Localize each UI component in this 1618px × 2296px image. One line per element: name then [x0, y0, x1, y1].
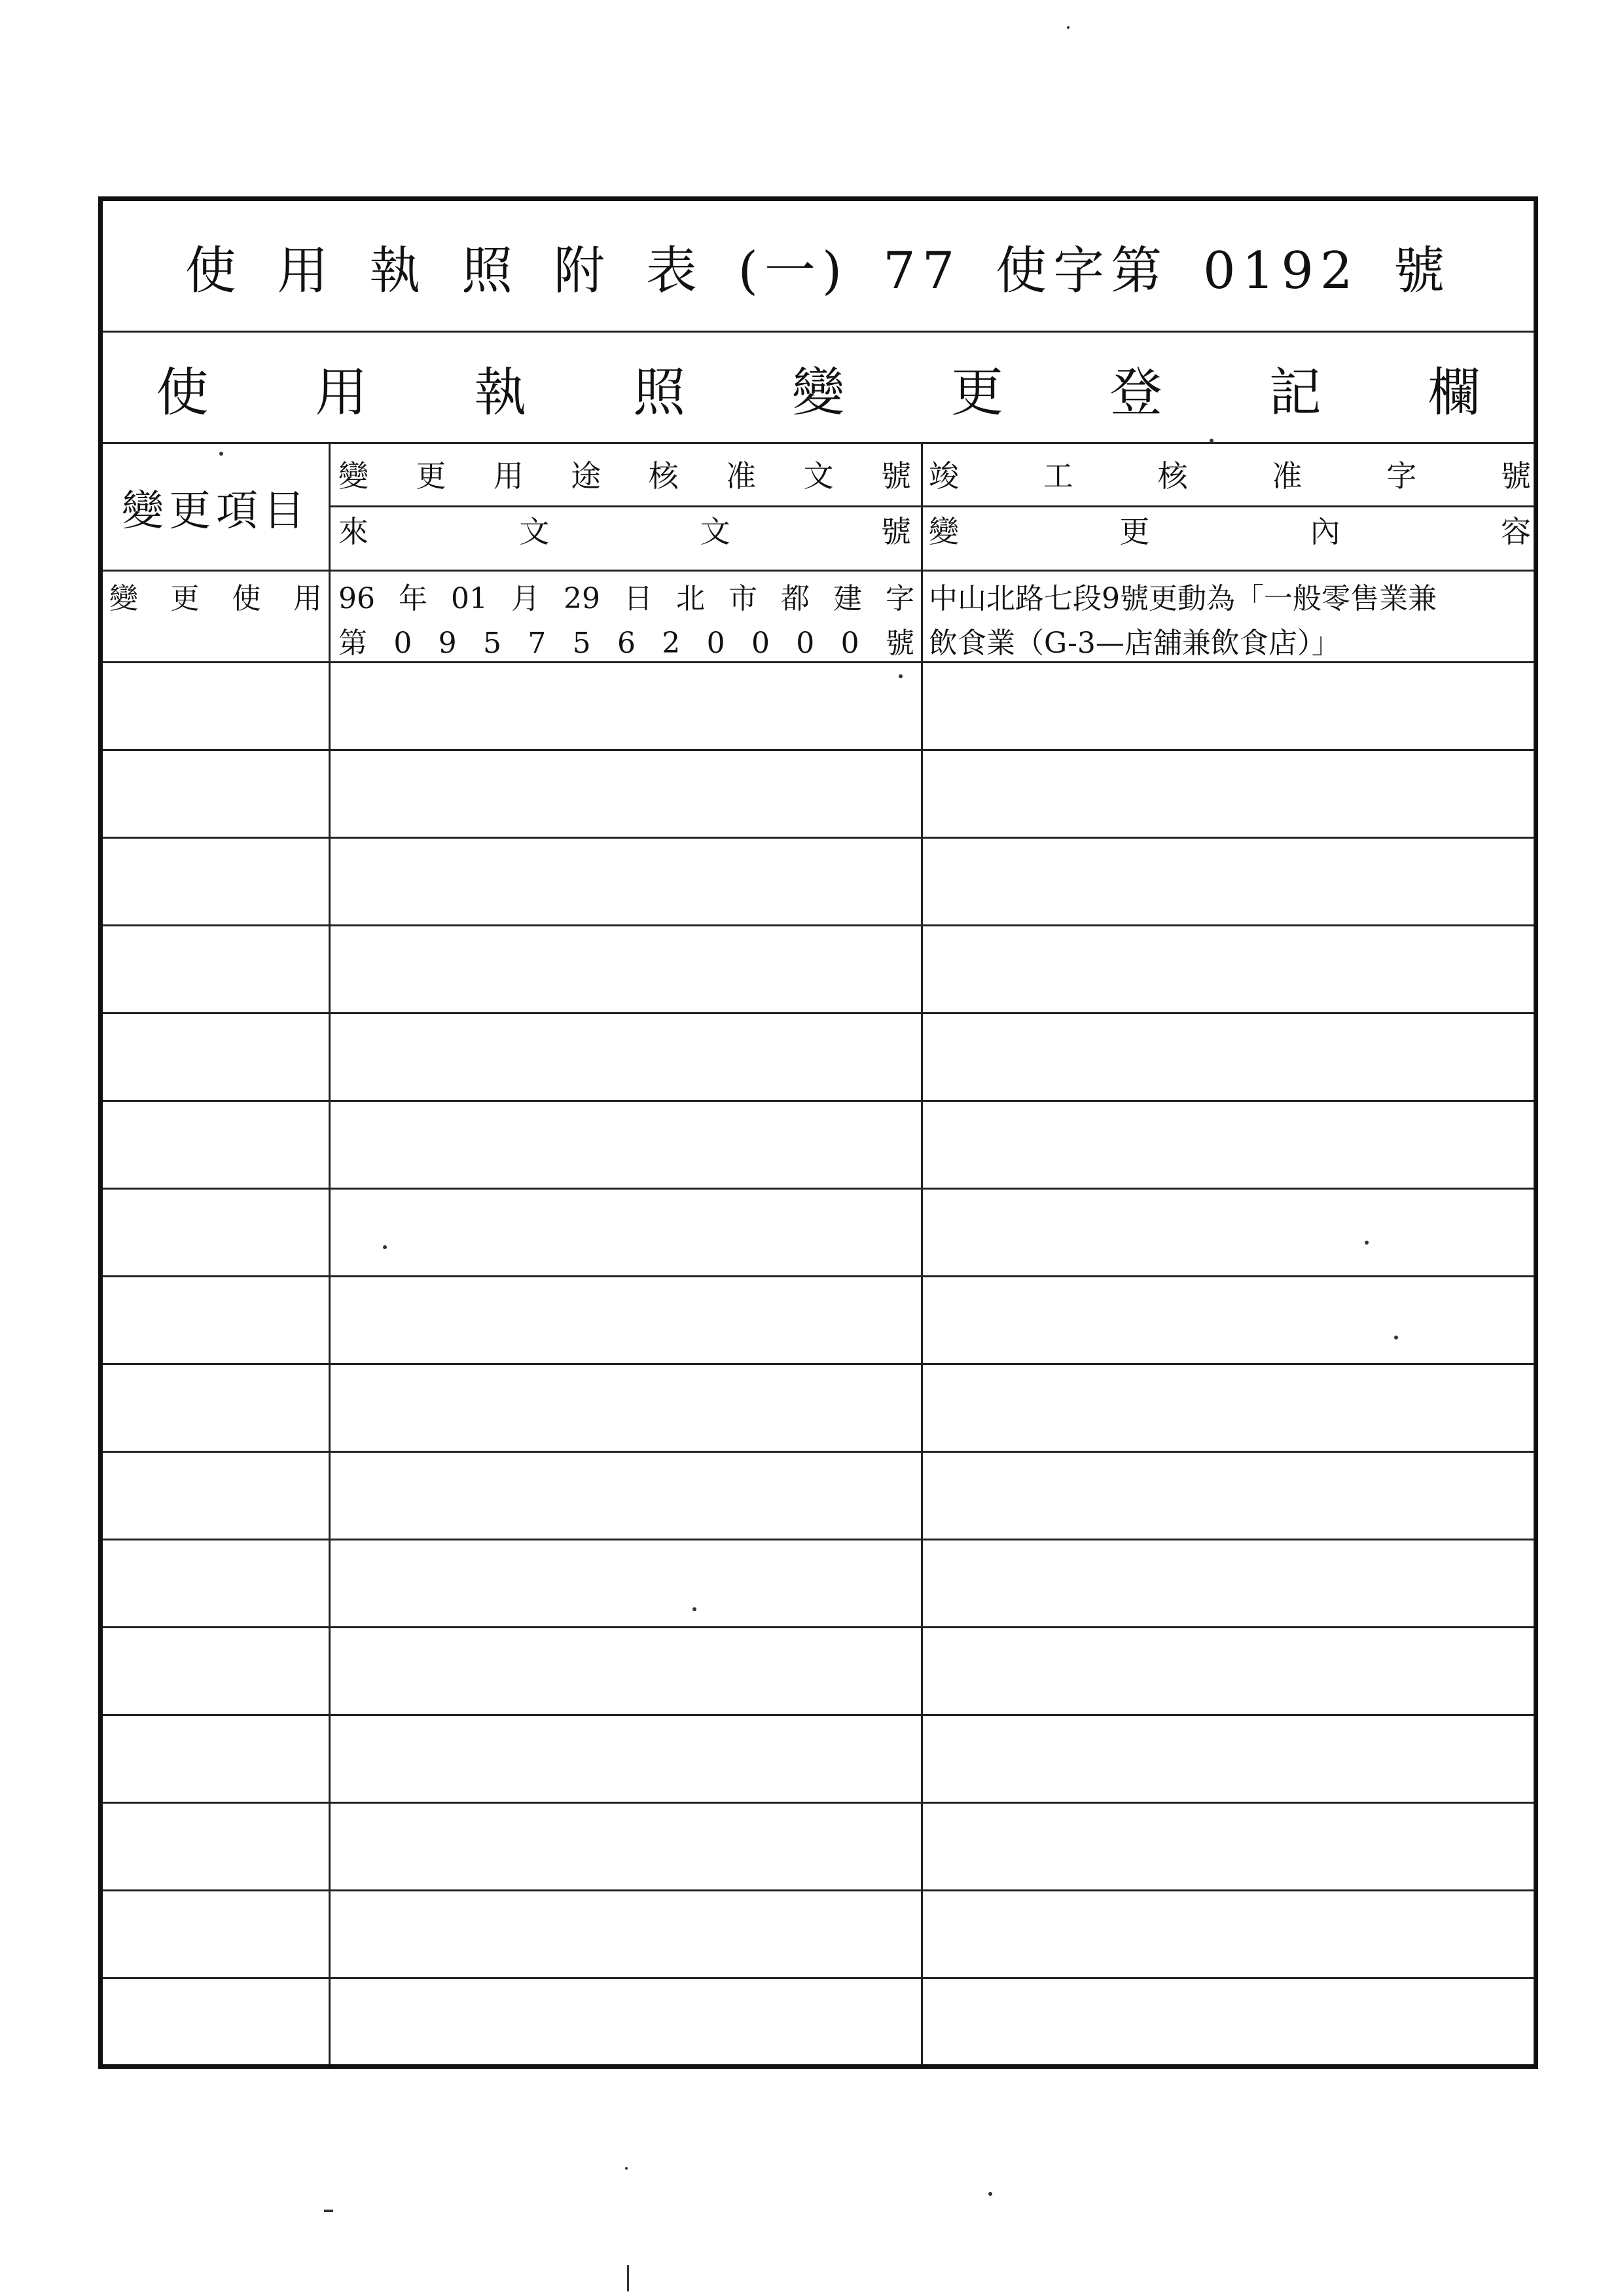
scan-speck — [988, 2192, 992, 2196]
header-char: 途 — [571, 458, 602, 494]
scan-speck — [899, 674, 903, 678]
entry-doc-char: 0 — [796, 627, 815, 660]
register-row-line — [103, 1100, 1534, 1102]
header-char: 文 — [519, 514, 550, 549]
entry-doc-char: 建 — [833, 582, 862, 615]
register-row-line — [103, 1012, 1534, 1014]
entry-doc-char: 6 — [617, 627, 636, 660]
header-char: 核 — [648, 458, 679, 494]
register-row-line — [103, 1188, 1534, 1190]
entry-doc-char: 5 — [482, 627, 501, 660]
divider — [331, 505, 1534, 507]
section-heading-char: 登 — [1109, 361, 1162, 423]
divider — [103, 570, 1534, 572]
register-row-line — [103, 1539, 1534, 1540]
register-row-line — [103, 661, 1534, 663]
entry-doc-char: 29 — [564, 582, 600, 615]
scan-speck — [627, 2265, 629, 2291]
register-row-line — [103, 924, 1534, 926]
entry-doc-char: 日 — [624, 582, 653, 615]
header-char: 核 — [1157, 458, 1188, 494]
header-char: 變 — [338, 458, 369, 494]
entry-doc-char: 01 — [451, 582, 488, 615]
register-row-line — [103, 1451, 1534, 1453]
scan-speck — [1365, 1241, 1369, 1245]
header-char: 變 — [929, 514, 959, 549]
entry-doc-char: 年 — [399, 582, 427, 615]
header-char: 容 — [1500, 514, 1531, 549]
register-row-line — [103, 1626, 1534, 1628]
scan-speck — [1210, 439, 1214, 443]
header-char: 號 — [1500, 458, 1531, 494]
scan-speck — [383, 1245, 387, 1249]
header-char: 更 — [1119, 514, 1150, 549]
entry-item — [109, 577, 322, 621]
entry-content-line1: 中山北路七段9號更動為「一般零售業兼 — [929, 582, 1437, 615]
entry-doc-char: 月 — [511, 582, 540, 615]
entry-item-char: 用 — [293, 582, 322, 615]
entry-doc-char: 7 — [528, 627, 547, 660]
entry-doc-char: 號 — [885, 627, 914, 660]
register-row-line — [103, 749, 1534, 751]
section-heading-char: 變 — [792, 361, 844, 423]
header-change-content — [929, 515, 1531, 548]
entry-doc-char: 第 — [338, 627, 367, 660]
header-approval-doc-number — [338, 460, 911, 492]
entry-doc-char: 0 — [706, 627, 725, 660]
entry-doc-line1 — [338, 577, 914, 621]
entry-doc-char: 2 — [662, 627, 681, 660]
header-completion-approval-number — [929, 460, 1531, 492]
section-heading-char: 更 — [950, 361, 1003, 423]
registration-form-table — [98, 196, 1538, 2069]
scan-speck — [625, 2167, 628, 2170]
scan-speck — [692, 1607, 696, 1611]
entry-item-char: 更 — [170, 582, 200, 615]
column-divider — [921, 443, 923, 2064]
column-divider — [329, 443, 331, 2064]
entry-doc-char: 0 — [751, 627, 770, 660]
register-row-line — [103, 1889, 1534, 1891]
entry-doc-char: 市 — [728, 582, 757, 615]
entry-content-line2: 飲食業（G-3—店舖兼飲食店）」 — [929, 627, 1340, 660]
form-title: 使 用 執 照 附 表 (一) 77 使字第 0192 號 — [185, 242, 1452, 301]
section-heading — [103, 332, 1534, 443]
register-row-line — [103, 837, 1534, 839]
section-heading-char: 記 — [1268, 361, 1321, 423]
entry-item-char: 使 — [232, 582, 261, 615]
header-char: 文 — [803, 458, 834, 494]
entry-doc-char: 0 — [840, 627, 859, 660]
section-heading-char: 欄 — [1428, 361, 1481, 423]
header-char: 工 — [1043, 458, 1073, 494]
entry-doc-line2 — [338, 622, 914, 665]
register-row-line — [103, 1802, 1534, 1804]
entry-doc-char: 96 — [338, 582, 375, 615]
scan-speck — [324, 2210, 333, 2212]
scan-speck — [219, 452, 223, 456]
header-char: 文 — [700, 514, 730, 549]
header-incoming-doc-number — [338, 515, 911, 548]
register-row-line — [103, 1714, 1534, 1716]
entry-doc-char: 5 — [572, 627, 591, 660]
header-char: 字 — [1386, 458, 1417, 494]
header-char: 用 — [493, 458, 524, 494]
entry-doc-char: 字 — [886, 582, 914, 615]
entry-doc-char: 都 — [781, 582, 810, 615]
register-row-line — [103, 1977, 1534, 1979]
header-char: 內 — [1310, 514, 1340, 549]
header-char: 更 — [416, 458, 446, 494]
section-heading-char: 照 — [633, 361, 686, 423]
entry-doc-char: 北 — [676, 582, 705, 615]
scan-speck — [1067, 26, 1070, 29]
header-char: 號 — [880, 514, 911, 549]
section-heading-char: 使 — [156, 361, 209, 423]
register-row-line — [103, 1275, 1534, 1277]
header-char: 准 — [726, 458, 757, 494]
entry-item-char: 變 — [109, 582, 138, 615]
entry-doc-char: 9 — [438, 627, 457, 660]
header-char: 准 — [1272, 458, 1303, 494]
scan-speck — [1394, 1336, 1398, 1339]
header-char: 竣 — [929, 458, 959, 494]
entry-doc-char: 0 — [393, 627, 412, 660]
header-char: 來 — [338, 514, 369, 549]
section-heading-char: 執 — [474, 361, 527, 423]
item-header: 變更項目 — [122, 486, 310, 536]
register-row-line — [103, 1363, 1534, 1365]
section-heading-char: 用 — [315, 361, 368, 423]
header-char: 號 — [880, 458, 911, 494]
